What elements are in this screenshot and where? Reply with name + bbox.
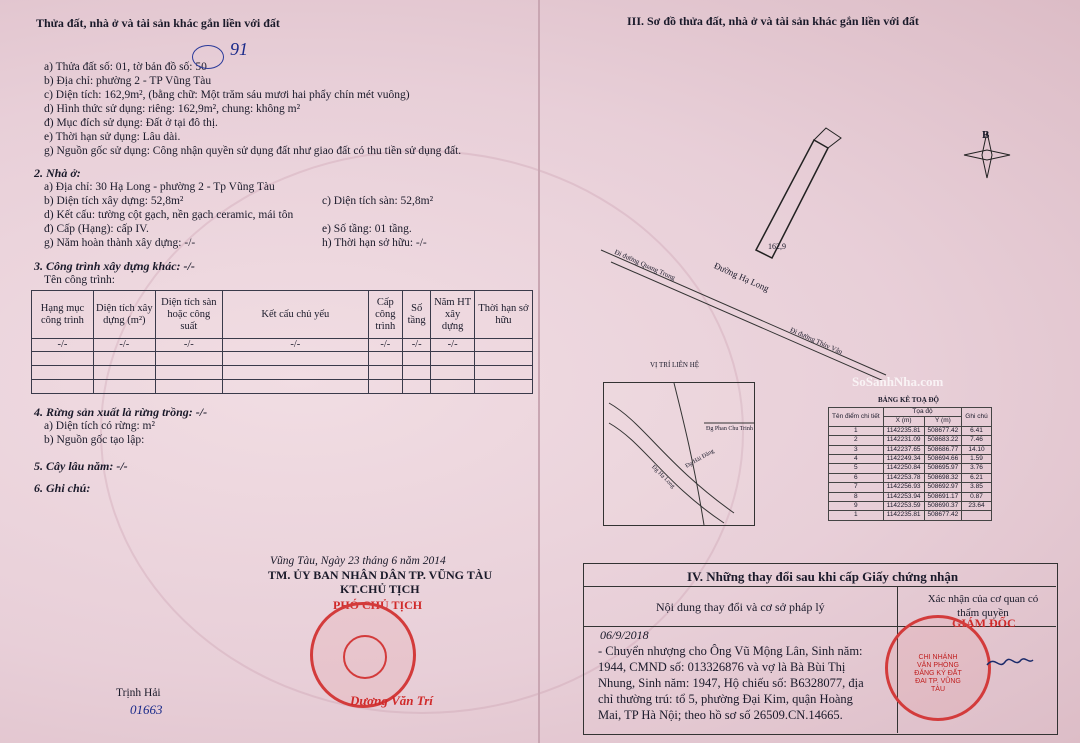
table-cell xyxy=(474,339,532,352)
coord-cell: 1142237.65 xyxy=(883,445,924,454)
coord-cell: 508698.32 xyxy=(924,473,962,482)
coord-cell: 1142249.34 xyxy=(883,455,924,464)
coord-cell: 508690.37 xyxy=(924,502,962,511)
coord-header: Y (m) xyxy=(924,417,962,426)
page-fold xyxy=(538,0,540,743)
coord-cell xyxy=(962,511,991,520)
site-watermark: SoSanhNha.com xyxy=(852,374,944,389)
location-map xyxy=(603,382,755,526)
table-header: Kết cấu chủ yếu xyxy=(222,291,368,339)
section3-sub: Tên công trình: xyxy=(44,274,115,286)
coord-cell: 1 xyxy=(829,426,884,435)
table-cell: -/- xyxy=(32,339,94,352)
lot-area-label: 162,9 xyxy=(768,242,786,251)
coord-cell: 1.59 xyxy=(962,455,991,464)
coord-header: Ghi chú xyxy=(962,408,991,427)
coord-row xyxy=(829,426,992,435)
location-map-drawing xyxy=(604,383,754,525)
coord-row xyxy=(829,455,992,464)
house-grade: đ) Cấp (Hạng): cấp IV. xyxy=(44,223,149,235)
change-line: - Chuyển nhượng cho Ông Vũ Mộng Lân, Sinh năm: xyxy=(598,644,863,658)
coord-cell: 1142235.81 xyxy=(883,426,924,435)
coord-row xyxy=(829,436,992,445)
authority: TM. ỦY BAN NHÂN DÂN TP. VŨNG TÀU xyxy=(268,568,493,582)
coord-row xyxy=(829,473,992,482)
table-header: Số tầng xyxy=(402,291,431,339)
coord-cell: 1142256.93 xyxy=(883,483,924,492)
table-cell: -/- xyxy=(431,339,474,352)
table-header: Năm HT xây dựng xyxy=(431,291,474,339)
parcel-outline xyxy=(756,140,828,258)
coord-cell: 508694.66 xyxy=(924,455,962,464)
coord-cell: 6 xyxy=(829,473,884,482)
table-row xyxy=(32,352,533,366)
coord-cell: 1142250.84 xyxy=(883,464,924,473)
seal-text: CHI NHÁNH VĂN PHÒNG ĐĂNG KÝ ĐẤT ĐAI TP. VŨNG TÀU xyxy=(914,654,962,693)
road-ha-long: Đường Hạ Long xyxy=(712,260,771,294)
north-label: B xyxy=(982,129,990,141)
coord-cell: 8 xyxy=(829,492,884,501)
table-header: Diện tích sàn hoặc công suất xyxy=(155,291,222,339)
table-cell: -/- xyxy=(222,339,368,352)
vice-chairman-title: PHÓ CHỦ TỊCH xyxy=(333,598,423,612)
land-use-origin: g) Nguồn gốc sử dụng: Công nhận quyền sử dụng đất như giao đất có thu tiền sử dụng đất. xyxy=(44,145,462,157)
coord-cell: 4 xyxy=(829,455,884,464)
change-line: 1944, CMND số: 013326876 và vợ là Bà Bùi Thị xyxy=(598,660,846,674)
coord-cell: 7 xyxy=(829,483,884,492)
coord-cell: 508692.97 xyxy=(924,483,962,492)
coord-cell: 1142253.59 xyxy=(883,502,924,511)
serial-number: 01663 xyxy=(130,702,163,717)
coord-row xyxy=(829,483,992,492)
circled-number xyxy=(192,45,224,69)
signer-name: Dương Văn Trí xyxy=(350,693,433,708)
section4-b: b) Nguồn gốc tạo lập: xyxy=(44,434,145,446)
coord-cell: 1 xyxy=(829,511,884,520)
table-header: Cấp công trình xyxy=(368,291,402,339)
coord-cell: 508695.97 xyxy=(924,464,962,473)
parcel-diagram xyxy=(596,120,896,380)
house-structure: d) Kết cấu: tường cột gạch, nền gạch ceramic, mái tôn xyxy=(44,209,294,221)
bottom-left-name: Trịnh Hải xyxy=(116,687,161,699)
coord-header-row xyxy=(829,408,992,417)
coord-cell: 1142235.81 xyxy=(883,511,924,520)
map-road-label: Đg Hải Đăng xyxy=(684,448,716,470)
land-use-term: e) Thời hạn sử dụng: Lâu dài. xyxy=(44,131,181,143)
land-use-purpose: đ) Mục đích sử dụng: Đất ở tại đô thị. xyxy=(44,117,218,129)
handwritten-number: 91 xyxy=(230,39,248,59)
divider xyxy=(583,586,1056,587)
coord-cell: 0.87 xyxy=(962,492,991,501)
coord-cell: 3.76 xyxy=(962,464,991,473)
coord-cell: 6.41 xyxy=(962,426,991,435)
change-line: chỉ thường trú: tổ 5, phường Đại Kim, quận Hoàng xyxy=(598,692,853,706)
coord-cell: 9 xyxy=(829,502,884,511)
location-title: VỊ TRÍ LIÊN HỆ xyxy=(650,361,700,369)
table-row xyxy=(32,366,533,380)
section6: 6. Ghi chú: xyxy=(34,481,91,495)
date-line: Vũng Tàu, Ngày 23 tháng 6 năm 2014 xyxy=(270,555,446,567)
construction-table xyxy=(31,290,533,394)
coord-cell: 508686.77 xyxy=(924,445,962,454)
land-use-form: d) Hình thức sử dụng: riêng: 162,9m², chung: không m² xyxy=(44,103,301,115)
coord-cell: 2 xyxy=(829,436,884,445)
table-header: Hạng mục công trình xyxy=(32,291,94,339)
coord-cell: 3.85 xyxy=(962,483,991,492)
coordinate-table xyxy=(828,407,992,521)
section5: 5. Cây lâu năm: -/- xyxy=(34,459,128,473)
changes-col1: Nội dung thay đổi và cơ sở pháp lý xyxy=(656,600,825,614)
house-year: g) Năm hoàn thành xây dựng: -/- xyxy=(44,237,196,249)
director-title: GIÁM ĐỐC xyxy=(952,616,1016,630)
coord-cell: 14.10 xyxy=(962,445,991,454)
coord-header: X (m) xyxy=(883,417,924,426)
coord-cell: 508677.42 xyxy=(924,426,962,435)
signature xyxy=(985,650,1035,675)
house-address: a) Địa chỉ: 30 Hạ Long - phường 2 - Tp Vũng Tàu xyxy=(44,181,275,193)
map-road-label: Đg Hạ Long xyxy=(650,464,676,490)
house-term: h) Thời hạn sở hữu: -/- xyxy=(322,237,427,249)
coord-cell: 508677.42 xyxy=(924,511,962,520)
table-header: Thời hạn sở hữu xyxy=(474,291,532,339)
coord-row xyxy=(829,502,992,511)
section4-title: 4. Rừng sản xuất là rừng trồng: -/- xyxy=(34,405,208,419)
road-quang-trung: Đi đường Quang Trung xyxy=(613,247,677,283)
land-area: c) Diện tích: 162,9m², (bằng chữ: Một trăm sáu mươi hai phẩy chín mét vuông) xyxy=(44,89,410,101)
coord-row xyxy=(829,464,992,473)
house-floors: e) Số tầng: 01 tầng. xyxy=(322,223,412,235)
table-cell: -/- xyxy=(368,339,402,352)
coord-cell: 508683.22 xyxy=(924,436,962,445)
chairman-title: KT.CHỦ TỊCH xyxy=(340,582,420,596)
coord-row xyxy=(829,492,992,501)
coord-title: BẢNG KÊ TOẠ ĐỘ xyxy=(878,396,940,404)
house-build-area: b) Diện tích xây dựng: 52,8m² xyxy=(44,195,184,207)
table-cell: -/- xyxy=(93,339,155,352)
house-title: 2. Nhà ở: xyxy=(34,166,81,180)
coord-header: Tọa độ xyxy=(883,408,962,417)
change-date: 06/9/2018 xyxy=(600,628,649,642)
official-seal-right xyxy=(885,615,991,721)
table-row xyxy=(32,339,533,352)
changes-title: IV. Những thay đổi sau khi cấp Giấy chứng nhận xyxy=(687,569,959,584)
coord-cell: 7.46 xyxy=(962,436,991,445)
land-lot-number: a) Thửa đất số: 01, tờ bản đồ số: 50 xyxy=(44,61,207,73)
coord-header: Tên điểm chi tiết xyxy=(829,408,884,427)
coord-cell: 1142253.78 xyxy=(883,473,924,482)
section3-title: 3. Công trình xây dựng khác: -/- xyxy=(34,259,195,273)
coord-cell: 1142253.94 xyxy=(883,492,924,501)
coord-cell: 5 xyxy=(829,464,884,473)
change-line: Mai, TP Hà Nội; theo hồ sơ số 26509.CN.14665. xyxy=(598,708,843,722)
coord-cell: 23.64 xyxy=(962,502,991,511)
coord-row xyxy=(829,445,992,454)
table-cell: -/- xyxy=(402,339,431,352)
house-floor-area: c) Diện tích sàn: 52,8m² xyxy=(322,195,434,207)
table-row xyxy=(32,380,533,394)
coord-cell: 3 xyxy=(829,445,884,454)
changes-col2: Xác nhận của cơ quan có thẩm quyền xyxy=(927,593,1039,619)
table-header-row xyxy=(32,291,533,339)
table-header: Diện tích xây dựng (m²) xyxy=(93,291,155,339)
coord-cell: 1142231.09 xyxy=(883,436,924,445)
road-thuy-van: Đi đường Thùy Vân xyxy=(788,325,844,357)
left-header: Thửa đất, nhà ở và tài sản khác gắn liền với đất xyxy=(36,16,280,30)
coord-cell: 508691.17 xyxy=(924,492,962,501)
seal-emblem xyxy=(343,635,387,679)
right-header: III. Sơ đồ thửa đất, nhà ở và tài sản khác gắn liền với đất xyxy=(627,14,919,28)
coord-row xyxy=(829,511,992,520)
parcel-corner xyxy=(814,128,841,148)
map-road-label: Đg Phan Chu Trinh xyxy=(706,426,753,432)
table-cell: -/- xyxy=(155,339,222,352)
change-line: Nhung, Sinh năm: 1947, Hộ chiếu số: B6328077, địa xyxy=(598,676,864,690)
land-address: b) Địa chỉ: phường 2 - TP Vũng Tàu xyxy=(44,75,212,87)
coord-cell: 6.21 xyxy=(962,473,991,482)
section4-a: a) Diện tích có rừng: m² xyxy=(44,420,155,432)
